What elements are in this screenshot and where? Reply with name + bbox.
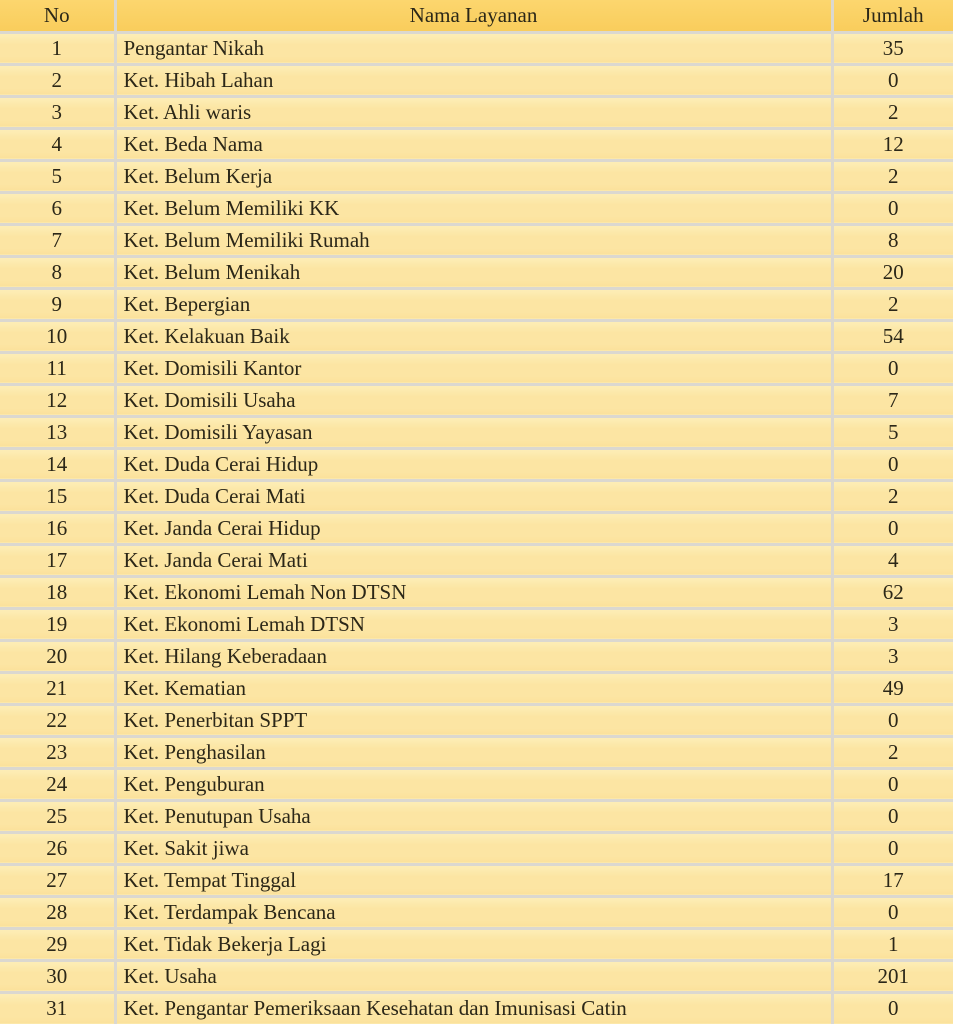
service-count-cell: 0	[832, 64, 953, 96]
row-number-cell: 4	[0, 128, 115, 160]
table-row	[0, 928, 953, 960]
table-row	[0, 352, 953, 384]
service-name-cell: Ket. Hilang Keberadaan	[115, 640, 832, 672]
service-name-cell: Ket. Penutupan Usaha	[115, 800, 832, 832]
row-number-cell: 17	[0, 544, 115, 576]
service-name-cell: Pengantar Nikah	[115, 32, 832, 64]
table-row	[0, 768, 953, 800]
service-count-cell: 0	[832, 448, 953, 480]
row-number-cell: 30	[0, 960, 115, 992]
service-count-cell: 0	[832, 896, 953, 928]
service-count-cell: 0	[832, 768, 953, 800]
service-name-cell: Ket. Belum Memiliki KK	[115, 192, 832, 224]
service-count-cell: 0	[832, 352, 953, 384]
row-number-cell: 5	[0, 160, 115, 192]
table-row	[0, 704, 953, 736]
table-row	[0, 736, 953, 768]
row-number-cell: 24	[0, 768, 115, 800]
service-count-cell: 2	[832, 96, 953, 128]
row-number-cell: 9	[0, 288, 115, 320]
service-name-cell: Ket. Duda Cerai Hidup	[115, 448, 832, 480]
service-name-cell: Ket. Beda Nama	[115, 128, 832, 160]
service-count-cell: 2	[832, 736, 953, 768]
column-header-no: No	[0, 0, 115, 32]
service-name-cell: Ket. Penguburan	[115, 768, 832, 800]
row-number-cell: 26	[0, 832, 115, 864]
service-count-cell: 1	[832, 928, 953, 960]
service-name-cell: Ket. Sakit jiwa	[115, 832, 832, 864]
service-name-cell: Ket. Janda Cerai Mati	[115, 544, 832, 576]
row-number-cell: 20	[0, 640, 115, 672]
table-row	[0, 96, 953, 128]
table-row	[0, 960, 953, 992]
row-number-cell: 7	[0, 224, 115, 256]
service-name-cell: Ket. Duda Cerai Mati	[115, 480, 832, 512]
row-number-cell: 11	[0, 352, 115, 384]
service-count-cell: 49	[832, 672, 953, 704]
row-number-cell: 27	[0, 864, 115, 896]
service-count-cell: 2	[832, 288, 953, 320]
service-name-cell: Ket. Tidak Bekerja Lagi	[115, 928, 832, 960]
service-count-cell: 62	[832, 576, 953, 608]
service-name-cell: Ket. Penerbitan SPPT	[115, 704, 832, 736]
table-row	[0, 416, 953, 448]
table-row	[0, 832, 953, 864]
service-count-cell: 2	[832, 480, 953, 512]
service-name-cell: Ket. Ekonomi Lemah Non DTSN	[115, 576, 832, 608]
table-row	[0, 320, 953, 352]
row-number-cell: 29	[0, 928, 115, 960]
service-name-cell: Ket. Hibah Lahan	[115, 64, 832, 96]
table-row	[0, 576, 953, 608]
row-number-cell: 6	[0, 192, 115, 224]
table-row	[0, 128, 953, 160]
table-row	[0, 224, 953, 256]
table-row	[0, 256, 953, 288]
table-row	[0, 160, 953, 192]
row-number-cell: 19	[0, 608, 115, 640]
row-number-cell: 22	[0, 704, 115, 736]
row-number-cell: 31	[0, 992, 115, 1024]
service-name-cell: Ket. Domisili Kantor	[115, 352, 832, 384]
table-row	[0, 672, 953, 704]
service-count-cell: 5	[832, 416, 953, 448]
table-row	[0, 992, 953, 1024]
service-count-cell: 2	[832, 160, 953, 192]
service-name-cell: Ket. Belum Memiliki Rumah	[115, 224, 832, 256]
service-count-cell: 17	[832, 864, 953, 896]
service-name-cell: Ket. Belum Kerja	[115, 160, 832, 192]
row-number-cell: 14	[0, 448, 115, 480]
service-count-cell: 54	[832, 320, 953, 352]
header-row	[0, 0, 953, 32]
column-header-nama-layanan: Nama Layanan	[115, 0, 832, 32]
service-count-cell: 7	[832, 384, 953, 416]
service-name-cell: Ket. Ekonomi Lemah DTSN	[115, 608, 832, 640]
table-row	[0, 896, 953, 928]
service-count-cell: 0	[832, 800, 953, 832]
table-row	[0, 800, 953, 832]
row-number-cell: 1	[0, 32, 115, 64]
service-name-cell: Ket. Terdampak Bencana	[115, 896, 832, 928]
table-row	[0, 32, 953, 64]
service-count-cell: 0	[832, 512, 953, 544]
service-count-cell: 3	[832, 608, 953, 640]
service-count-cell: 0	[832, 832, 953, 864]
row-number-cell: 28	[0, 896, 115, 928]
table-body	[0, 32, 953, 1024]
table-row	[0, 384, 953, 416]
column-header-jumlah: Jumlah	[832, 0, 953, 32]
row-number-cell: 13	[0, 416, 115, 448]
service-count-cell: 201	[832, 960, 953, 992]
table-row	[0, 608, 953, 640]
service-count-cell: 12	[832, 128, 953, 160]
service-name-cell: Ket. Kelakuan Baik	[115, 320, 832, 352]
service-name-cell: Ket. Ahli waris	[115, 96, 832, 128]
table-row	[0, 512, 953, 544]
row-number-cell: 2	[0, 64, 115, 96]
table-row	[0, 640, 953, 672]
service-name-cell: Ket. Pengantar Pemeriksaan Kesehatan dan Imunisasi Catin	[115, 992, 832, 1024]
row-number-cell: 23	[0, 736, 115, 768]
service-count-cell: 0	[832, 992, 953, 1024]
service-count-cell: 0	[832, 192, 953, 224]
table-header	[0, 0, 953, 32]
row-number-cell: 12	[0, 384, 115, 416]
table-row	[0, 64, 953, 96]
service-name-cell: Ket. Usaha	[115, 960, 832, 992]
table-row	[0, 544, 953, 576]
table-row	[0, 864, 953, 896]
row-number-cell: 25	[0, 800, 115, 832]
service-name-cell: Ket. Belum Menikah	[115, 256, 832, 288]
service-name-cell: Ket. Penghasilan	[115, 736, 832, 768]
row-number-cell: 15	[0, 480, 115, 512]
table-row	[0, 480, 953, 512]
service-name-cell: Ket. Domisili Usaha	[115, 384, 832, 416]
row-number-cell: 21	[0, 672, 115, 704]
service-count-cell: 20	[832, 256, 953, 288]
table-row	[0, 448, 953, 480]
row-number-cell: 3	[0, 96, 115, 128]
row-number-cell: 10	[0, 320, 115, 352]
service-name-cell: Ket. Domisili Yayasan	[115, 416, 832, 448]
service-name-cell: Ket. Bepergian	[115, 288, 832, 320]
table-row	[0, 288, 953, 320]
service-name-cell: Ket. Kematian	[115, 672, 832, 704]
row-number-cell: 16	[0, 512, 115, 544]
row-number-cell: 8	[0, 256, 115, 288]
service-name-cell: Ket. Janda Cerai Hidup	[115, 512, 832, 544]
table-row	[0, 192, 953, 224]
service-count-cell: 4	[832, 544, 953, 576]
service-count-cell: 35	[832, 32, 953, 64]
service-count-cell: 3	[832, 640, 953, 672]
service-count-cell: 0	[832, 704, 953, 736]
service-name-cell: Ket. Tempat Tinggal	[115, 864, 832, 896]
service-count-cell: 8	[832, 224, 953, 256]
row-number-cell: 18	[0, 576, 115, 608]
